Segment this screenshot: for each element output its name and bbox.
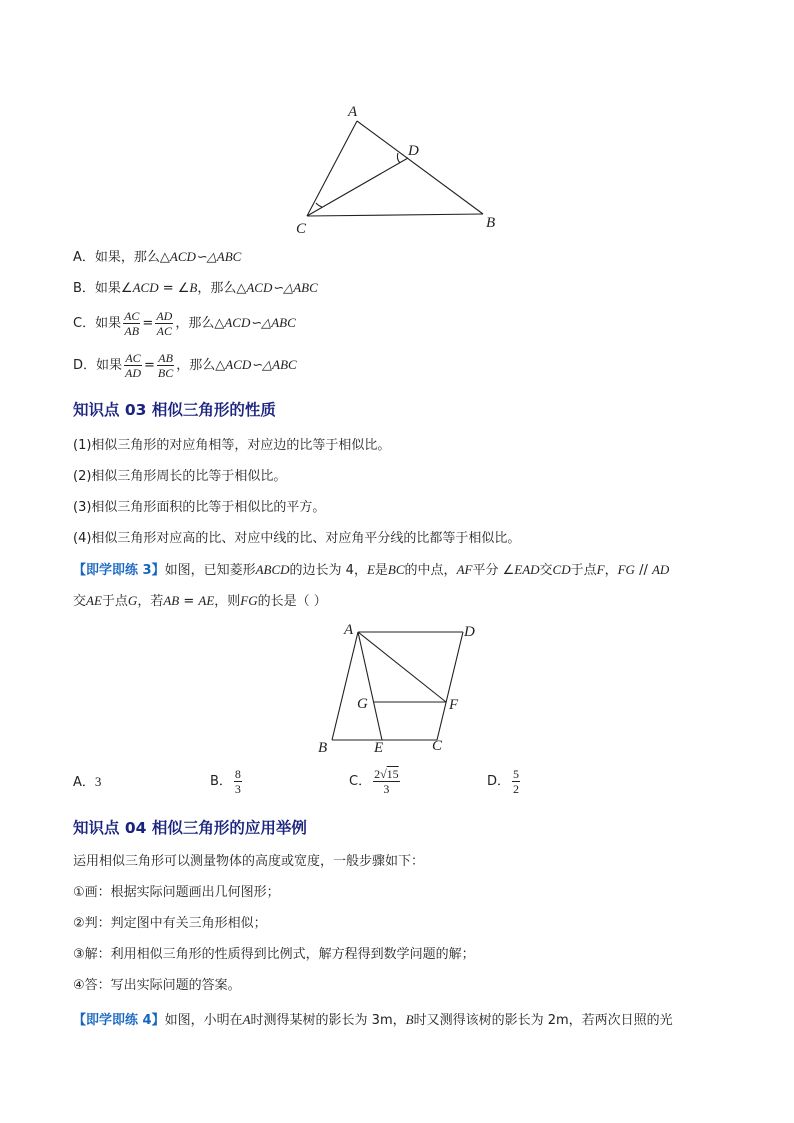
section-4-intro: 运用相似三角形可以测量物体的高度或宽度，一般步骤如下： [73,854,425,869]
step-solve: ③解：利用相似三角形的性质得到比例式，解方程得到数学问题的解； [73,947,475,962]
option-d: D．如果 $\frac{AC}{AD}$ = $\frac{AB}{BC}$ ，那么△ACD∽△ABC [73,351,297,380]
fraction-ab-bc: $\frac{AB}{BC}$ [157,351,174,380]
step-draw: ①画：根据实际问题画出几何图形； [73,885,280,900]
label-A: A [344,622,354,638]
exercise-3-line-2: 交AE于点G，若AB = AE，则FG的长是（ ） [73,593,327,609]
q3-option-a: A．3 [73,774,102,790]
label-C: C [296,221,307,237]
section-3-title: 知识点 03 相似三角形的性质 [73,401,276,419]
option-b: B．如果∠ACD = ∠B，那么△ACD∽△ABC [73,280,318,296]
exercise-3-tag: 【即学即练 3】 [73,563,165,578]
label-C: C [432,738,443,754]
exercise-4-tag: 【即学即练 4】 [73,1013,165,1028]
rhombus-figure [310,618,490,758]
fraction-2root15-3: $\frac{2√15}{3}$ [374,767,399,796]
triangle-figure-1 [290,95,510,240]
property-2: (2)相似三角形周长的比等于相似比。 [73,469,287,484]
label-F: F [449,697,459,713]
option-c: C．如果 $\frac{AC}{AB}$ = $\frac{AD}{AC}$ ，那么△ACD∽△ABC [73,309,296,338]
step-answer: ④答：写出实际问题的答案。 [73,978,241,993]
label-B: B [318,740,328,756]
q3-option-c: C． $\frac{2√15}{3}$ [349,767,399,796]
q3-option-d: D． $\frac{5}{2}$ [487,767,520,796]
option-a: A．如果，那么△ACD∽△ABC [73,249,242,265]
property-1: (1)相似三角形的对应角相等，对应边的比等于相似比。 [73,438,391,453]
sqrt-icon: √ [380,767,387,781]
fraction-8-3: $\frac{8}{3}$ [234,767,241,796]
exercise-4-line-1: 【即学即练 4】如图，小明在A时测得某树的影长为 3m，B时又测得该树的影长为 2m，若两次日照的光 [73,1012,673,1028]
q3-option-b: B． $\frac{8}{3}$ [210,767,241,796]
step-judge: ②判：判定图中有关三角形相似； [73,916,267,931]
label-D: D [464,624,475,640]
label-D: D [408,143,419,159]
label-E: E [374,740,384,756]
fraction-ac-ad: $\frac{AC}{AD}$ [125,351,142,380]
property-3: (3)相似三角形面积的比等于相似比的平方。 [73,500,326,515]
fraction-ad-ac: $\frac{AD}{AC}$ [156,309,173,338]
fraction-5-2: $\frac{5}{2}$ [513,767,520,796]
exercise-3-line-1: 【即学即练 3】如图，已知菱形ABCD的边长为 4，E是BC的中点，AF平分 ∠EAD交CD于点F，FG // AD [73,562,670,578]
label-A: A [348,104,358,120]
label-B: B [486,215,496,231]
fraction-ac-ab: $\frac{AC}{AB}$ [124,309,140,338]
label-G: G [357,696,368,712]
section-4-title: 知识点 04 相似三角形的应用举例 [73,819,307,837]
property-4: (4)相似三角形对应高的比、对应中线的比、对应角平分线的比都等于相似比。 [73,531,521,546]
